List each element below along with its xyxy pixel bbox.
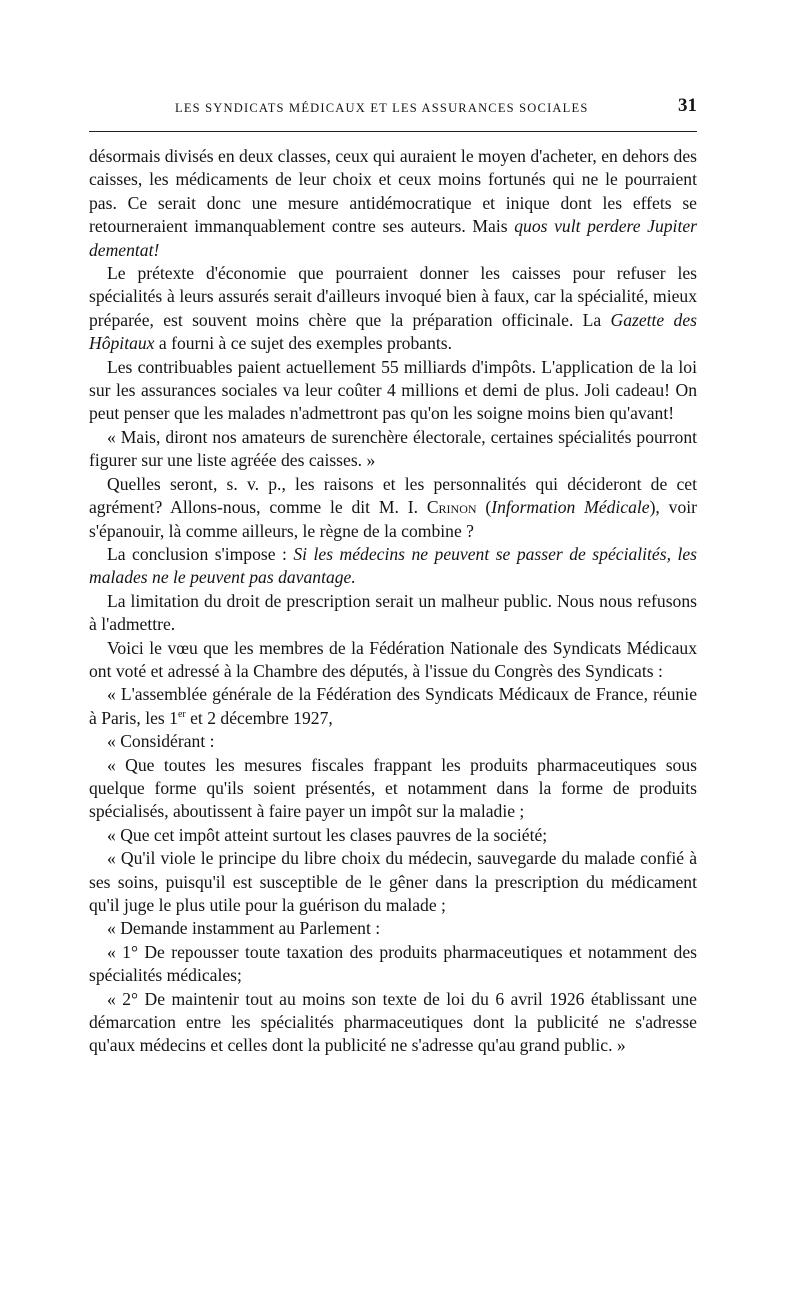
journal-title: Gazette des Hôpitaux [89,309,697,354]
author-name: Crinon [426,497,477,518]
paragraph-text: a fourni à ce sujet des exemples probants. [154,333,453,354]
running-title: LES SYNDICATS MÉDICAUX ET LES ASSURANCES SOCIALES [175,101,589,115]
paragraph-text: Le prétexte d'économie que pourraient donner les caisses pour refuser les spécialités à leurs assurés serait d'ailleurs invoqué bien à faux, car la spécialité, mieux préparée, est souvent moins chère que la préparation officinale. La [89,263,697,330]
paragraph: La limitation du droit de prescription serait un malheur public. Nous nous refusons à l'admettre. [89,590,697,635]
paragraph [89,262,697,356]
paragraph-text: Quelles seront, s. v. p., les raisons et les personnalités qui décideront de cet agrément? Allons-nous, comme le dit M. I. [89,473,697,518]
header-rule [89,131,697,132]
paragraph-text: « L'assemblée générale de la Fédération des Syndicats Médicaux de France, réunie à Paris, les 1 [89,684,697,728]
body-text [89,145,697,1058]
paragraph: Les contribuables paient actuellement 55 milliards d'impôts. L'application de la loi sur les assurances sociales va leur coûter 4 millions et demi de plus. Joli cadeau! On peut penser que les malades n'admettront pas qu'on les soigne moins bien qu'avant! [89,356,697,424]
emphasized-conclusion: Si les médecins ne peuvent se passer de spécialités, les malades ne le peuvent pas davantage. [89,543,697,588]
paragraph: Voici le vœu que les membres de la Fédération Nationale des Syndicats Médicaux ont voté et adressé à la Chambre des députés, à l'issue du Congrès des Syndicats : [89,637,697,681]
paragraph: « Considérant : [107,731,215,752]
paragraph: « Mais, diront nos amateurs de surenchère électorale, certaines spécialités pourront figurer sur une liste agréée des caisses. » [89,426,697,471]
paragraph-text: La conclusion s'impose : [107,543,294,564]
paragraph-text: et 2 décembre 1927, [185,707,333,728]
journal-title: Information Médicale [491,497,650,518]
paragraph-text: désormais divisés en deux classes, ceux qui auraient le moyen d'acheter, en dehors des caisses, les médicaments de leur choix et ceux moins fortunés qui ne le pourraient pas. Ce serait donc une mesure antidémocratique et inique dont les effets se retourneraient immanquablement contre ses auteurs. Mais [89,146,697,237]
paragraph-text: ( [476,497,492,518]
paragraph [89,683,697,730]
paragraph-continuation [89,145,697,262]
paragraph: « 2° De maintenir tout au moins son texte de loi du 6 avril 1926 établissant une démarcation entre les spécialités pharmaceutiques dont la publicité ne s'adresse qu'aux médecins et celles dont la publicité ne s'adresse qu'au grand public. » [89,988,697,1056]
page-number: 31 [678,95,697,116]
page-header [89,97,697,121]
paragraph: « Demande instamment au Parlement : [107,918,381,939]
paragraph: « 1° De repousser toute taxation des produits pharmaceutiques et notamment des spécialités médicales; [89,941,697,986]
paragraph: « Qu'il viole le principe du libre choix du médecin, sauvegarde du malade confié à ses soins, puisqu'il est susceptible de le gêner dans la prescription du médicament qu'il juge le plus utile pour la guérison du malade ; [89,848,697,915]
paragraph [89,543,697,590]
ordinal-superscript: er [177,708,186,720]
paragraph: « Que toutes les mesures fiscales frappant les produits pharmaceutiques sous quelque forme qu'ils soient présentés, et notamment dans la forme de produits spécialisés, aboutissent à faire payer un impôt sur la maladie ; [89,754,697,822]
latin-quote: quos vult perdere Jupiter dementat! [89,216,697,260]
paragraph [89,473,697,543]
paragraph: « Que cet impôt atteint surtout les clases pauvres de la société; [107,824,548,845]
paragraph-text: ), voir s'épanouir, là comme ailleurs, le règne de la combine ? [89,497,697,541]
